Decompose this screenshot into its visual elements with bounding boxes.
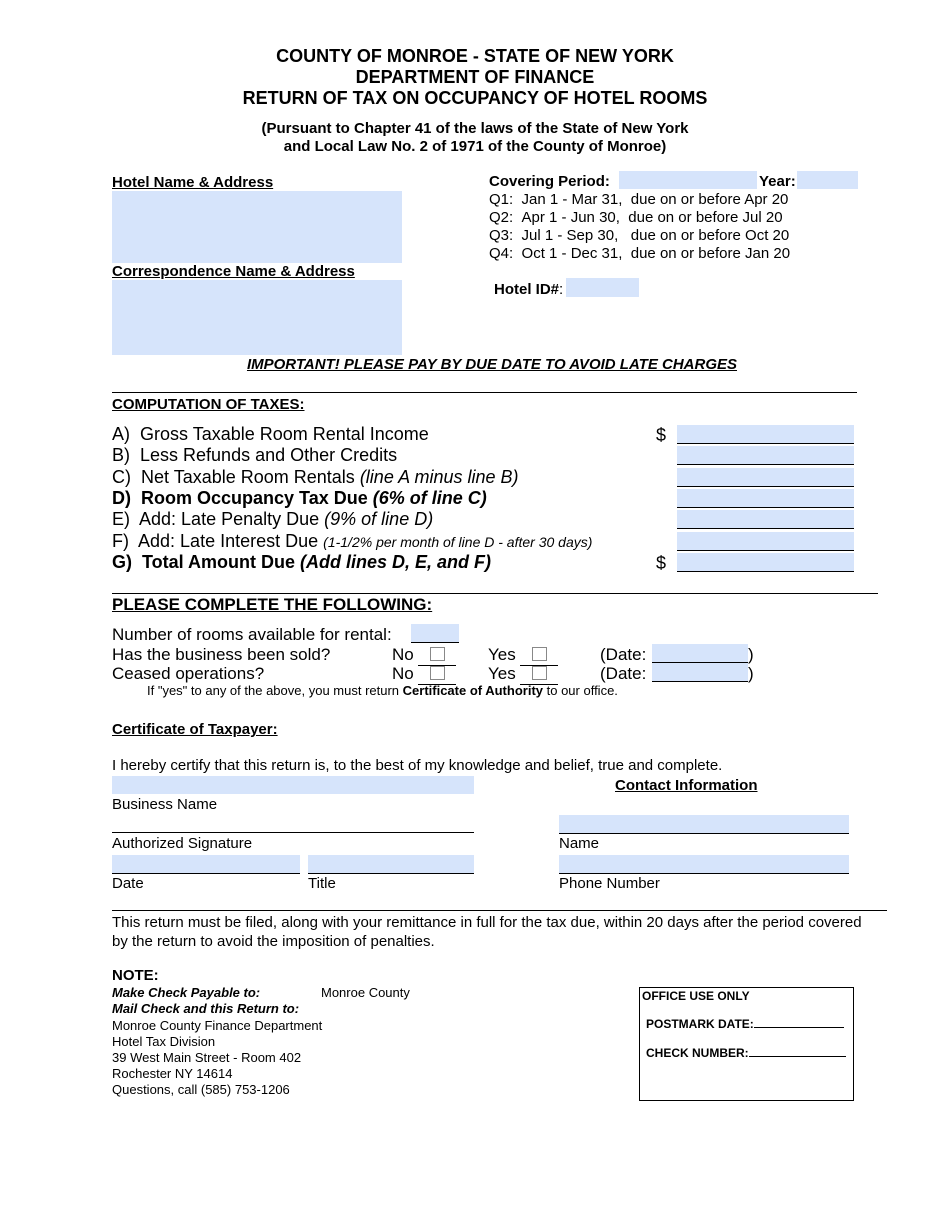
sold-no-option: No (392, 645, 456, 666)
line-d-amount-field[interactable] (677, 489, 854, 508)
line-f-amount-field[interactable] (677, 532, 854, 551)
sold-date-field[interactable] (652, 644, 748, 663)
computation-heading: COMPUTATION OF TAXES: (112, 396, 305, 413)
address-line: Monroe County Finance Department (112, 1018, 323, 1033)
dollar-sign: $ (656, 425, 667, 445)
year-label: Year: (759, 173, 796, 190)
quarter-row: Q3: Jul 1 - Sep 30, due on or before Oct 20 (489, 227, 790, 244)
filing-note-line-2: by the return to avoid the imposition of penalties. (112, 933, 435, 950)
covering-period-label: Covering Period: (489, 173, 610, 190)
divider (112, 593, 878, 594)
signature-line[interactable] (112, 832, 474, 833)
questions-phone: Questions, call (585) 753-1206 (112, 1082, 290, 1097)
hotel-id-label: Hotel ID#: (494, 281, 564, 298)
header-line-1: COUNTY OF MONROE - STATE OF NEW YORK (276, 46, 674, 66)
quarter-row: Q1: Jan 1 - Mar 31, due on or before Apr 20 (489, 191, 789, 208)
sold-yes-option: Yes (488, 645, 558, 666)
quarter-row: Q2: Apr 1 - Jun 30, due on or before Jul 20 (489, 209, 783, 226)
divider (112, 392, 857, 393)
ceased-date-field[interactable] (652, 663, 748, 682)
line-a: A) Gross Taxable Room Rental Income (112, 424, 429, 444)
contact-name-label: Name (559, 835, 600, 852)
date-label: Date (112, 875, 144, 892)
correspondence-address-field[interactable] (112, 280, 402, 355)
hotel-name-label: Hotel Name & Address (112, 174, 274, 191)
ceased-label: Ceased operations? (112, 664, 265, 683)
business-name-field[interactable] (112, 776, 474, 794)
line-d: D) Room Occupancy Tax Due (6% of line C) (112, 488, 487, 508)
ceased-yes-option: Yes (488, 664, 558, 685)
certification-statement: I hereby certify that this return is, to the best of my knowledge and belief, true and complete. (112, 757, 723, 774)
address-line: 39 West Main Street - Room 402 (112, 1050, 302, 1065)
line-e-amount-field[interactable] (677, 510, 854, 529)
line-f: F) Add: Late Interest Due (1-1/2% per month of line D - after 30 days) (112, 531, 593, 551)
line-e: E) Add: Late Penalty Due (9% of line D) (112, 509, 434, 529)
important-notice: IMPORTANT! PLEASE PAY BY DUE DATE TO AVOID LATE CHARGES (246, 356, 738, 373)
signature-label: Authorized Signature (112, 835, 253, 852)
postmark-date-label: POSTMARK DATE: (646, 1017, 844, 1031)
subtitle-line-1: (Pursuant to Chapter 41 of the laws of the State of New York (261, 120, 689, 137)
business-name-label: Business Name (112, 796, 218, 813)
title-field[interactable] (308, 855, 474, 874)
office-use-title: OFFICE USE ONLY (642, 989, 750, 1003)
date-field[interactable] (112, 855, 300, 874)
divider (112, 910, 887, 911)
line-g-total-field[interactable] (677, 553, 854, 572)
line-g: G) Total Amount Due (Add lines D, E, and F) (112, 552, 492, 572)
subtitle-line-2: and Local Law No. 2 of 1971 of the County of Monroe) (283, 138, 667, 155)
ceased-no-option: No (392, 664, 456, 685)
sold-date-close: ) (748, 645, 754, 664)
sold-no-checkbox[interactable] (430, 647, 445, 661)
quarter-row: Q4: Oct 1 - Dec 31, due on or before Jan 20 (489, 245, 791, 262)
line-b-amount-field[interactable] (677, 446, 854, 465)
contact-name-field[interactable] (559, 815, 849, 834)
ceased-no-checkbox[interactable] (430, 666, 445, 680)
page-title: RETURN OF TAX ON OCCUPANCY OF HOTEL ROOMS (242, 88, 708, 108)
dollar-sign: $ (656, 553, 667, 573)
certificate-authority-note: If "yes" to any of the above, you must return Certificate of Authority to our office. (147, 683, 618, 698)
note-heading: NOTE: (112, 967, 159, 984)
payable-label: Make Check Payable to: (112, 985, 261, 1000)
following-heading: PLEASE COMPLETE THE FOLLOWING: (112, 595, 433, 614)
contact-heading: Contact Information (615, 777, 758, 794)
title-label: Title (308, 875, 336, 892)
phone-number-label: Phone Number (559, 875, 660, 892)
sold-date-open: (Date: (600, 645, 647, 664)
phone-number-field[interactable] (559, 855, 849, 874)
address-line: Rochester NY 14614 (112, 1066, 233, 1081)
check-number-label: CHECK NUMBER: (646, 1046, 846, 1060)
office-use-box (639, 987, 854, 1101)
hotel-id-field[interactable] (566, 278, 639, 297)
address-line: Hotel Tax Division (112, 1034, 216, 1049)
line-c-amount-field[interactable] (677, 468, 854, 487)
sold-label: Has the business been sold? (112, 645, 331, 664)
rooms-label: Number of rooms available for rental: (112, 625, 392, 644)
ceased-yes-checkbox[interactable] (532, 666, 547, 680)
sold-yes-checkbox[interactable] (532, 647, 547, 661)
line-c: C) Net Taxable Room Rentals (line A minus line B) (112, 467, 519, 487)
mail-label: Mail Check and this Return to: (112, 1001, 300, 1016)
year-field[interactable] (797, 171, 858, 189)
correspondence-label: Correspondence Name & Address (112, 263, 355, 280)
covering-period-field[interactable] (619, 171, 757, 189)
filing-note-line-1: This return must be filed, along with your remittance in full for the tax due, within 20 days after the period covered (112, 914, 862, 931)
hotel-name-address-field[interactable] (112, 191, 402, 263)
line-a-amount-field[interactable] (677, 425, 854, 444)
ceased-date-close: ) (748, 664, 754, 683)
payable-value: Monroe County (321, 985, 410, 1000)
ceased-date-open: (Date: (600, 664, 647, 683)
rooms-available-field[interactable] (411, 624, 459, 643)
certificate-heading: Certificate of Taxpayer: (112, 721, 278, 738)
header-line-2: DEPARTMENT OF FINANCE (355, 67, 595, 87)
line-b: B) Less Refunds and Other Credits (112, 445, 398, 465)
